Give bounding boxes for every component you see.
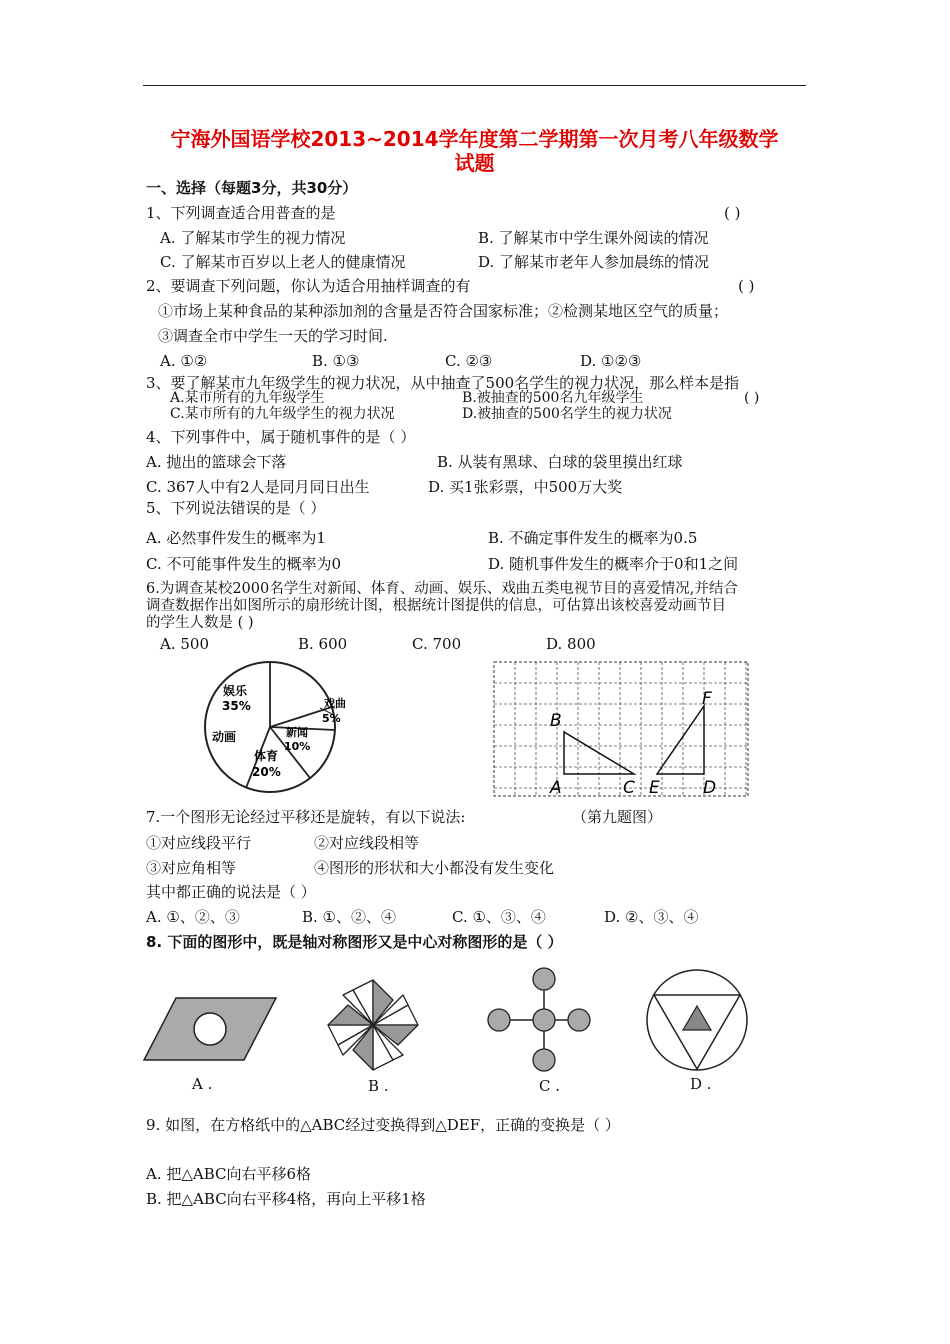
q6-stem-line3: 的学生人数是 ( ) — [146, 615, 254, 631]
q8-label-d: D . — [690, 1075, 712, 1093]
q4-option-c: C. 367人中有2人是同月同日出生 — [146, 478, 370, 496]
q4-stem: 4、下列事件中，属于随机事件的是（ ） — [146, 428, 416, 446]
pie-label-xiqu: 戏曲 — [324, 697, 346, 710]
q2-item-line1: ①市场上某种食品的某种添加剂的含量是否符合国家标准；②检测某地区空气的质量； — [158, 302, 729, 320]
q1-stem: 1、下列调查适合用普查的是 — [146, 204, 336, 222]
label-a: A — [550, 778, 562, 798]
pie-label-xinwen: 新闻 — [286, 726, 308, 739]
q3-answer-paren: ( ) — [744, 390, 760, 406]
q3-option-d: D.被抽查的500名学生的视力状况 — [462, 406, 672, 422]
q7-ask: 其中都正确的说法是（ ） — [146, 883, 316, 901]
q7-option-c: C. ①、③、④ — [452, 908, 546, 926]
pie-label-donghua: 动画 — [212, 730, 237, 744]
pie-label-yule: 娱乐 — [223, 684, 248, 698]
grid-figure-caption: （第九题图） — [572, 808, 663, 826]
grid-border — [494, 662, 748, 796]
q7-stem: 7.一个图形无论经过平移还是旋转，有以下说法: — [146, 808, 466, 826]
q2-item-line2: ③调查全市中学生一天的学习时间. — [158, 327, 388, 345]
q7-statement-3: ③对应角相等 — [146, 859, 237, 877]
figure-a-parallelogram — [140, 990, 280, 1065]
label-d: D — [703, 778, 717, 798]
q9-option-b: B. 把△ABC向右平移4格，再向上平移1格 — [146, 1190, 426, 1208]
label-e: E — [649, 778, 660, 798]
q2-option-a: A. ①② — [160, 352, 208, 370]
page-title-line1: 宁海外国语学校2013~2014学年度第二学期第一次月考八年级数学 — [170, 127, 779, 151]
figure-c-circles — [483, 964, 603, 1079]
pie-label-tiyu: 体育 — [254, 749, 279, 763]
q5-option-b: B. 不确定事件发生的概率为0.5 — [488, 529, 698, 547]
q4-option-d: D. 买1张彩票，中500万大奖 — [428, 478, 623, 496]
q3-option-a: A.某市所有的九年级学生 — [170, 390, 325, 406]
triangle-def — [657, 706, 704, 774]
q9-stem: 9. 如图，在方格纸中的△ABC经过变换得到△DEF，正确的变换是（ ） — [146, 1116, 620, 1134]
q5-option-c: C. 不可能事件发生的概率为0 — [146, 555, 342, 573]
q2-option-d: D. ①②③ — [580, 352, 642, 370]
pie-pct-xinwen: 10% — [284, 740, 311, 753]
q2-option-b: B. ①③ — [312, 352, 360, 370]
q1-option-c: C. 了解某市百岁以上老人的健康情况 — [160, 253, 406, 271]
q7-option-a: A. ①、②、③ — [146, 908, 240, 926]
q4-option-b: B. 从装有黑球、白球的袋里摸出红球 — [437, 453, 683, 471]
q7-option-d: D. ②、③、④ — [604, 908, 699, 926]
q6-stem-line2: 调查数据作出如图所示的扇形统计图，根据统计图提供的信息，可估算出该校喜爱动画节目 — [146, 598, 726, 614]
q1-answer-paren: ( ) — [724, 204, 741, 222]
pie-pct-xiqu: 5% — [322, 712, 341, 725]
q2-stem: 2、要调查下列问题，你认为适合用抽样调查的有 — [146, 277, 471, 295]
q1-option-a: A. 了解某市学生的视力情况 — [160, 229, 346, 247]
figure-b-pinwheel — [313, 970, 433, 1080]
q2-option-c: C. ②③ — [445, 352, 493, 370]
q3-option-b: B.被抽查的500名九年级学生 — [462, 390, 644, 406]
pie-chart-figure — [190, 662, 365, 797]
q6-option-c: C. 700 — [412, 635, 462, 653]
label-b: B — [550, 711, 562, 731]
q1-option-d: D. 了解某市老年人参加晨练的情况 — [478, 253, 710, 271]
q5-stem: 5、下列说法错误的是（ ） — [146, 499, 326, 517]
q7-statement-1: ①对应线段平行 — [146, 834, 252, 852]
q6-option-d: D. 800 — [546, 635, 596, 653]
q6-option-b: B. 600 — [298, 635, 348, 653]
q4-option-a: A. 抛出的篮球会下落 — [146, 453, 287, 471]
q8-label-c: C . — [539, 1077, 561, 1095]
q6-option-a: A. 500 — [160, 635, 209, 653]
q6-stem-line1: 6.为调查某校2000名学生对新闻、体育、动画、娱乐、戏曲五类电视节目的喜爱情况,并结合 — [146, 581, 738, 597]
q3-stem: 3、要了解某市九年级学生的视力状况，从中抽查了500名学生的视力状况，那么样本是指 — [146, 374, 740, 392]
q7-option-b: B. ①、②、④ — [302, 908, 397, 926]
top-rule — [143, 85, 806, 86]
q1-option-b: B. 了解某市中学生课外阅读的情况 — [478, 229, 709, 247]
q8-label-b: B . — [368, 1077, 389, 1095]
q5-option-d: D. 随机事件发生的概率介于0和1之间 — [488, 555, 739, 573]
q3-option-c: C.某市所有的九年级学生的视力状况 — [170, 406, 395, 422]
q7-statement-2: ②对应线段相等 — [314, 834, 420, 852]
q5-option-a: A. 必然事件发生的概率为1 — [146, 529, 326, 547]
pie-pct-tiyu: 20% — [252, 765, 281, 779]
label-c: C — [623, 778, 635, 798]
q7-statement-4: ④图形的形状和大小都没有发生变化 — [314, 859, 555, 877]
q9-option-a: A. 把△ABC向右平移6格 — [146, 1165, 312, 1183]
grid-figure — [492, 660, 752, 800]
section-heading: 一、选择（每题3分，共30分） — [146, 179, 358, 197]
q8-stem: 8. 下面的图形中，既是轴对称图形又是中心对称图形的是（ ） — [146, 933, 563, 951]
page-title-line2: 试题 — [454, 151, 495, 175]
q8-label-a: A . — [192, 1075, 213, 1093]
q2-answer-paren: ( ) — [738, 277, 755, 295]
label-f: F — [702, 689, 712, 709]
pie-pct-yule: 35% — [222, 699, 251, 713]
figure-d-triangle-circle — [643, 966, 753, 1076]
